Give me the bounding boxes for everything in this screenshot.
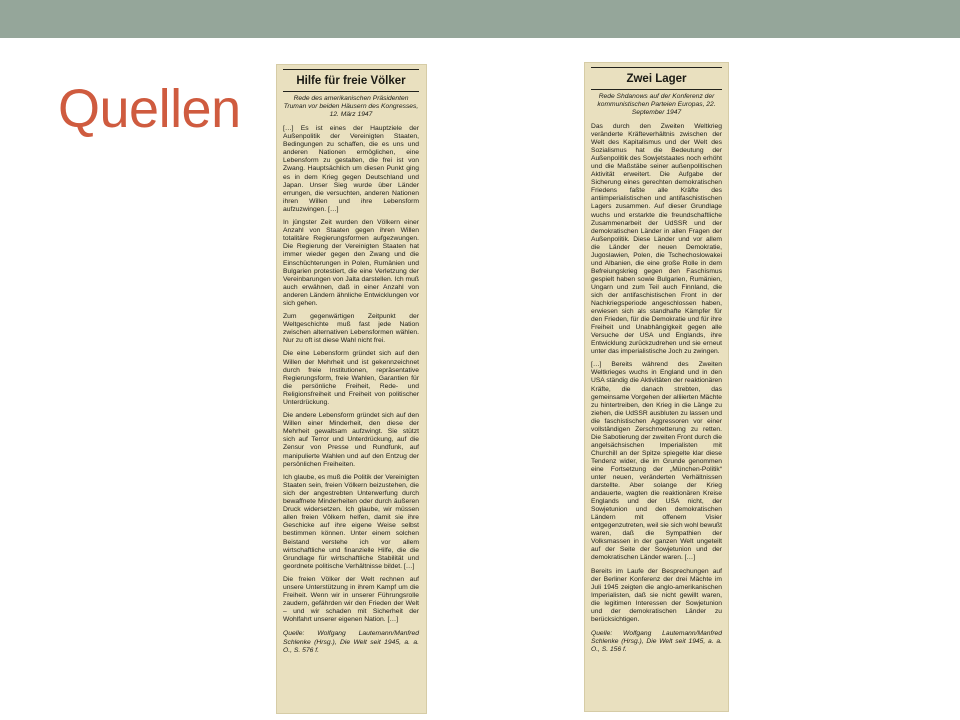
document-paragraph: Ich glaube, es muß die Politik der Vereinigten Staaten sein, freien Völkern beizustehen, die sich der angestrebten Unterwerfung durch bewaffnete Minderheiten oder durch äußeren Druck widersetzen. Ich glaube, wir müssen allen freien Völkern helfen, damit sie ihre Geschicke auf ihre eigene Weise selbst bestimmen können. Unter einem solchen Beistand verstehe ich vor allem wirtschaftliche und finanzielle Hilfe, die die Grundlage für wirtschaftliche Stabilität und geordnete politische Verhältnisse bildet. […] — [283, 473, 419, 570]
document-title: Zwei Lager — [591, 67, 722, 87]
document-paragraph: Das durch den Zweiten Weltkrieg veränderte Kräfteverhältnis zwischen der Welt des Kapitalismus und der Welt des Sozialismus hat die Bedeutung der Außenpolitik des Sowjetstaates noch erhöht und die Maßstäbe seiner außenpolitischen Aktivität erweitert. Die Aufgabe der Sicherung eines gerechten demokratischen Friedens faßte alle Kräfte des antiimperialistischen und antifaschistischen Lagers zusammen. Auf dieser Grundlage wuchs und erstarkte die freundschaftliche Zusammenarbeit der UdSSR und der demokratischen Länder in allen Fragen der Außenpolitik. Diese Länder und vor allem die Länder der neuen Demokratie, Jugoslawien, Polen, die Tschechoslowakei und Albanien, die eine große Rolle in dem Befreiungskrieg gegen den Faschismus gespielt haben sowie Bulgarien, Rumänien, Ungarn und zum Teil auch Finnland, die sich der antifaschistischen Front in der Nachkriegsperiode angeschlossen haben, erwiesen sich als standhafte Kämpfer für den Frieden, für die Demokratie und für ihre Freiheit und Unabhängigkeit gegen alle Versuche der USA und Englands, ihre Entwicklung zurückzudrehen und sie erneut unter das imperialistische Joch zu zwingen. — [591, 123, 722, 356]
document-title: Hilfe für freie Völker — [283, 69, 419, 89]
title-rule — [591, 89, 722, 90]
top-accent-bar — [0, 0, 960, 38]
document-subtitle: Rede des amerikanischen Präsidenten Truman vor beiden Häusern des Kongresses, 12. März 1947 — [283, 95, 419, 118]
document-paragraph: In jüngster Zeit wurden den Völkern einer Anzahl von Staaten gegen ihren Willen totalitäre Regierungsformen aufgezwungen. Die Regierung der Vereinigten Staaten hat immer wieder gegen den Zwang und die Einschüchterungen in Polen, Rumänien und Bulgarien protestiert, die eine Verletzung der Vereinbarungen von Jalta darstellen. Ich muß auch erwähnen, daß in einer Anzahl von anderen Ländern ähnliche Entwicklungen vor sich gehen. — [283, 219, 419, 307]
document-paragraph: […] Es ist eines der Hauptziele der Außenpolitik der Vereinigten Staaten, Bedingungen zu schaffen, die es uns und anderen Nationen ermöglichen, eine Lebensform zu gestalten, die frei ist von Zwang. Hauptsächlich um diesen Punkt ging es in dem Krieg gegen Deutschland und Japan. Unser Sieg wurde über Länder errungen, die versuchten, anderen Nationen ihren Willen und ihre Lebensform aufzuzwingen. […] — [283, 125, 419, 213]
document-paragraph: […] Bereits während des Zweiten Weltkrieges wuchs in England und in den USA ständig die Aktivitäten der reaktionären Kräfte, die danach strebten, das gemeinsame Vorgehen der alliierten Mächte zu hintertreiben, den Krieg in die Länge zu ziehen, die UdSSR ausbluten zu lassen und die faschistischen Aggressoren vor einer vollständigen Zerschmetterung zu retten. Die Sabotierung der zweiten Front durch die angelsächsischen Imperialisten mit Churchill an der Spitze spiegelte klar diese Tendenz wider, die im Grunde genommen eine Fortsetzung der „München-Politik“ unter neuen, veränderten Verhältnissen darstellte. Aber solange der Krieg andauerte, wagten die reaktionären Kreise Englands und der USA nicht, der Sowjetunion und den demokratischen Ländern mit offenem Visier entgegenzutreten, weil sie sich wohl bewußt waren, daß die Sympathien der Volksmassen in der ganzen Welt ungeteilt auf der Seite der Sowjetunion und der demokratischen Länder waren. […] — [591, 361, 722, 562]
document-paragraph: Die freien Völker der Welt rechnen auf unsere Unterstützung in ihrem Kampf um die Freiheit. Wenn wir in unserer Führungsrolle zaudern, gefährden wir den Frieden der Welt – und wir schaden mit Sicherheit der Wohlfahrt unserer eigenen Nation. […] — [283, 575, 419, 624]
document-paragraph: Bereits im Laufe der Besprechungen auf der Berliner Konferenz der drei Mächte im Juli 1945 zeigten die anglo-amerikanischen Imperialisten, daß sie nicht gewillt waren, die legitimen Interessen der Sowjetunion und der demokratischen Länder zu berücksichtigen. — [591, 567, 722, 623]
source-document-shdanow — [585, 63, 728, 711]
document-paragraph: Die andere Lebensform gründet sich auf den Willen einer Minderheit, den diese der Mehrheit gewaltsam aufzwingt. Sie stützt sich auf Terror und Unterdrückung, auf die Zensur von Presse und Rundfunk, auf manipulierte Wahlen und auf den Entzug der persönlichen Freiheiten. — [283, 412, 419, 468]
document-paragraph: Die eine Lebensform gründet sich auf den Willen der Mehrheit und ist gekennzeichnet durch freie Institutionen, repräsentative Regierungsform, freie Wahlen, Garantien für die persönliche Freiheit, Rede- und Religionsfreiheit und Freiheit von politischer Unterdrückung. — [283, 350, 419, 406]
document-source: Quelle: Wolfgang Lautemann/Manfred Schlenke (Hrsg.), Die Welt seit 1945, a. a. O., S. 156 f. — [591, 629, 722, 653]
source-document-truman — [277, 65, 426, 713]
document-source: Quelle: Wolfgang Lautemann/Manfred Schlenke (Hrsg.), Die Welt seit 1945, a. a. O., S. 576 f. — [283, 630, 419, 654]
slide-title: Quellen — [58, 79, 241, 139]
document-subtitle: Rede Shdanows auf der Konferenz der kommunistischen Parteien Europas, 22. September 1947 — [597, 93, 716, 116]
document-paragraph: Zum gegenwärtigen Zeitpunkt der Weltgeschichte muß fast jede Nation zwischen alternativen Lebensformen wählen. Nur zu oft ist diese Wahl nicht frei. — [283, 313, 419, 345]
title-rule — [283, 91, 419, 92]
